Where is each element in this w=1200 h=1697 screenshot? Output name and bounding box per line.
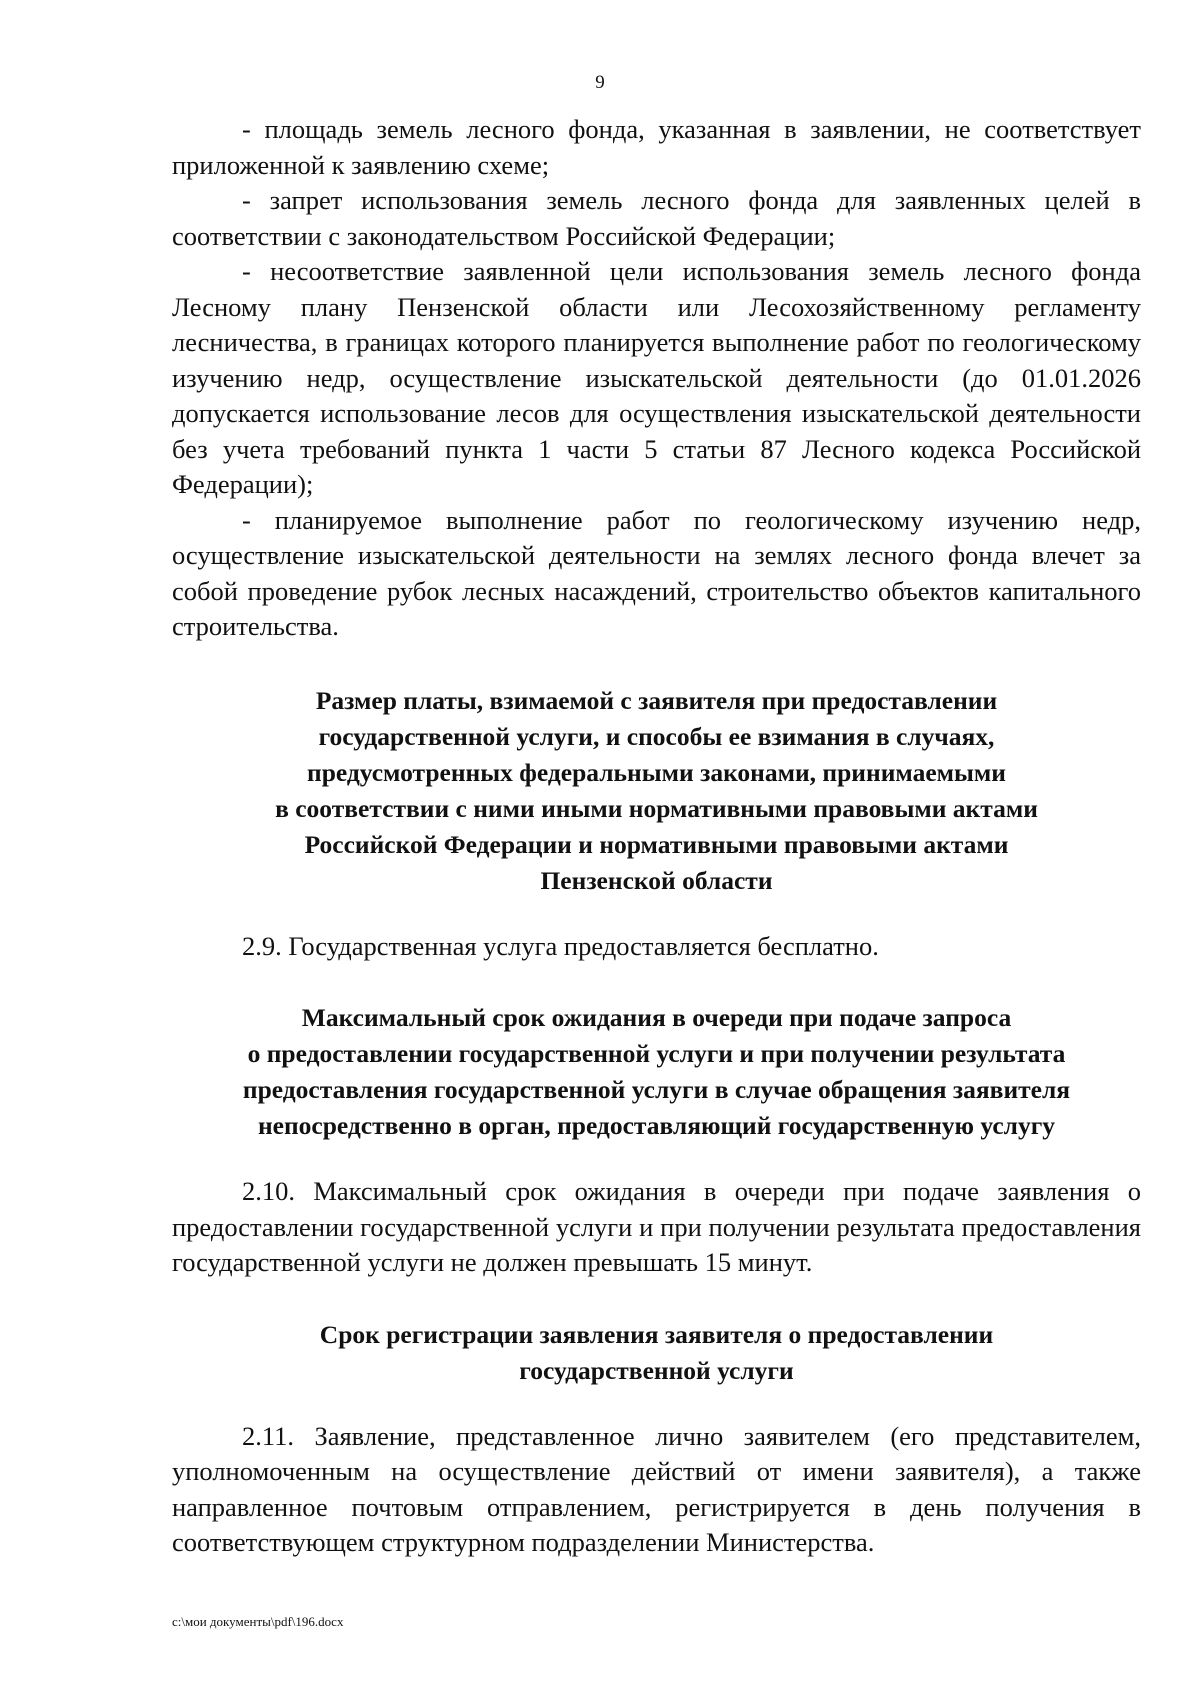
paragraph-2-9: 2.9. Государственная услуга предоставляется бесплатно. xyxy=(242,930,879,961)
paragraph-2-11: 2.11. Заявление, представленное лично заявителем (его представителем, уполномоченным на осуществление действий от имени заявителя), а также направленное почтовым отправлением, регистрируется в день получения в соответствующем структурном подразделении Министерства. xyxy=(172,1420,1141,1557)
heading-line: в соответствии с ними иными нормативными правовыми актами xyxy=(275,793,1038,823)
page-number: 9 xyxy=(595,72,605,93)
heading-line: Срок регистрации заявления заявителя о предоставлении xyxy=(319,1319,994,1349)
heading-line: непосредственно в орган, предоставляющий государственную услугу xyxy=(257,1111,1056,1140)
heading-line: Пензенской области xyxy=(540,865,773,895)
list-item-logging-construction: - планируемое выполнение работ по геологическому изучению недр, осуществление изыскательской деятельности на землях лесного фонда влечет за собой проведение рубок лесных насаждений, строительство объектов капитального строительства. xyxy=(172,504,1141,641)
heading-line: государственной услуги, и способы ее взимания в случаях, xyxy=(318,721,995,751)
list-item-scheme-mismatch: - площадь земель лесного фонда, указанная в заявлении, не соответствует приложенной к заявлению схеме; xyxy=(172,114,1141,180)
section-heading-registration xyxy=(172,1317,1141,1389)
list-item-usage-ban: - запрет использования земель лесного фонда для заявленных целей в соответствии с законодательством Российской Федерации; xyxy=(172,185,1141,251)
section-heading-fee xyxy=(172,683,1141,899)
section-heading-wait-time xyxy=(172,1000,1141,1144)
heading-line: предоставления государственной услуги в случае обращения заявителя xyxy=(242,1075,1071,1104)
paragraph-2-10: 2.10. Максимальный срок ожидания в очереди при подаче заявления о предоставлении государственной услуги и при получении результата предоставления государственной услуги не должен превышать 15 минут. xyxy=(172,1176,1141,1277)
heading-line: о предоставлении государственной услуги и при получении результата xyxy=(247,1039,1066,1068)
heading-line: Российской Федерации и нормативными правовыми актами xyxy=(304,829,1009,859)
list-item-plan-mismatch: - несоответствие заявленной цели использования земель лесного фонда Лесному плану Пензенской области или Лесохозяйственному регламенту лесничества, в границах которого планируется выполнение работ по геологическому изучению недр, осуществление изыскательской деятельности (до 01.01.2026 допускается использование лесов для осуществления изыскательской деятельности без учета требований пункта 1 части 5 статьи 87 Лесного кодекса Российской Федерации); xyxy=(172,256,1141,499)
heading-line: Максимальный срок ожидания в очереди при подаче запроса xyxy=(301,1003,1012,1032)
heading-line: предусмотренных федеральными законами, принимаемыми xyxy=(307,757,1006,787)
heading-line: государственной услуги xyxy=(519,1355,794,1385)
footer-file-path: c:\мои документы\pdf\196.docx xyxy=(172,1614,344,1629)
page-content xyxy=(172,112,1141,1561)
heading-line: Размер платы, взимаемой с заявителя при предоставлении xyxy=(315,685,998,715)
